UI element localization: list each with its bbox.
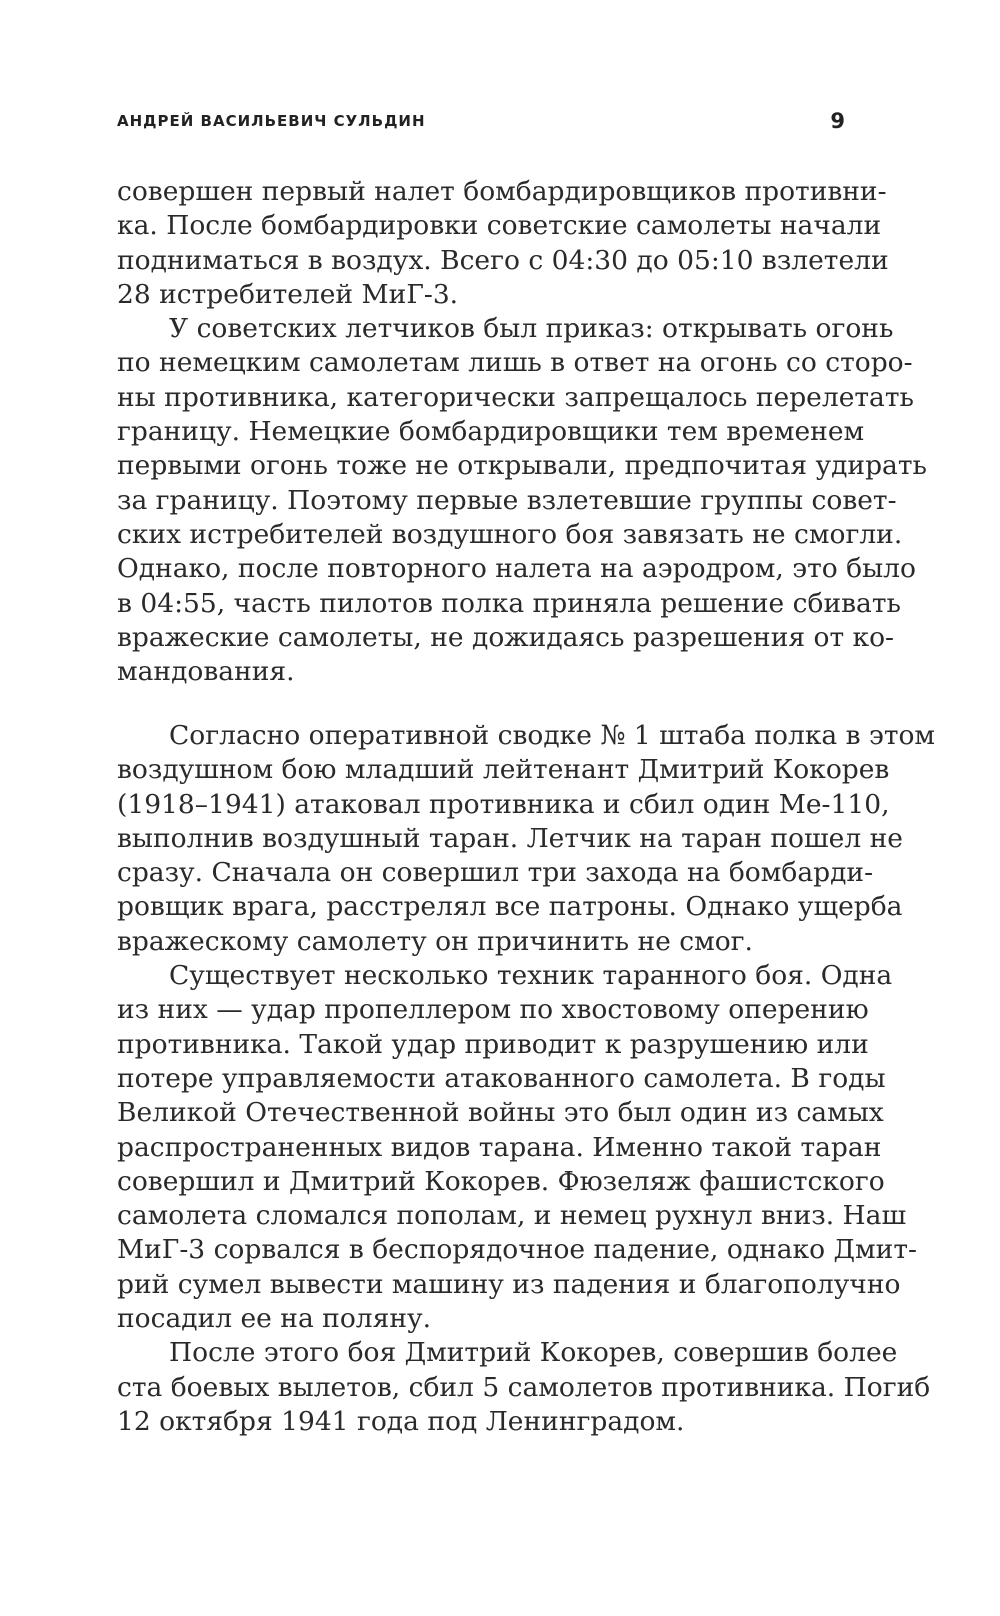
text-line: 28 истребителей МиГ-3.: [117, 278, 459, 310]
text-line: ровщик врага, расстрелял все патроны. Однако ущерба: [117, 891, 903, 923]
text-line: Великой Отечественной войны это был один из самых: [117, 1097, 884, 1129]
text-line: ста боевых вылетов, сбил 5 самолетов противника. Погиб: [117, 1371, 931, 1403]
author-name: АНДРЕЙ ВАСИЛЬЕВИЧ СУЛЬДИН: [117, 112, 426, 130]
text-line: противника. Такой удар приводит к разрушению или: [117, 1028, 869, 1060]
text-line: распространенных видов тарана. Именно такой таран: [117, 1131, 882, 1163]
text-line: Существует несколько техник таранного боя. Одна: [169, 960, 893, 992]
running-head: [117, 109, 845, 142]
text-section-2: [117, 719, 936, 1439]
text-line: ка. После бомбардировки советские самолеты начали: [117, 210, 882, 242]
text-line: за границу. Поэтому первые взлетевшие группы совет-: [117, 484, 897, 516]
text-line: мандования.: [117, 656, 295, 688]
text-line: 12 октября 1941 года под Ленинградом.: [117, 1405, 685, 1437]
text-line: вражеские самолеты, не дожидаясь разрешения от ко-: [117, 621, 895, 653]
text-line: ны противника, категорически запрещалось перелетать: [117, 381, 914, 413]
text-line: сразу. Сначала он совершил три захода на бомбарди-: [117, 857, 874, 889]
text-line: воздушном бою младший лейтенант Дмитрий Кокорев: [117, 754, 890, 786]
text-section-1: [117, 175, 927, 689]
text-line: Согласно оперативной сводке № 1 штаба полка в этом: [169, 720, 936, 751]
text-line: первыми огонь тоже не открывали, предпочитая удирать: [117, 450, 927, 482]
text-line: У советских летчиков был приказ: открывать огонь: [169, 313, 894, 345]
text-line: ских истребителей воздушного боя завязать не смогли.: [117, 518, 903, 550]
text-line: вражескому самолету он причинить не смог.: [117, 925, 753, 957]
text-line: (1918–1941) атаковал противника и сбил один Ме-110,: [117, 788, 890, 820]
text-line: Однако, после повторного налета на аэродром, это было: [117, 553, 916, 585]
text-line: границу. Немецкие бомбардировщики тем временем: [117, 416, 865, 448]
text-line: МиГ-3 сорвался в беспорядочное падение, однако Дмит-: [117, 1234, 917, 1266]
text-line: посадил ее на поляну.: [117, 1303, 432, 1335]
text-line: выполнив воздушный таран. Летчик на таран пошел не: [117, 822, 903, 854]
text-line: из них — удар пропеллером по хвостовому оперению: [117, 994, 869, 1026]
text-line: совершил и Дмитрий Кокорев. Фюзеляж фашистского: [117, 1165, 885, 1197]
text-line: подниматься в воздух. Всего с 04:30 до 05:10 взлетели: [117, 244, 889, 276]
text-line: самолета сломался пополам, и немец рухнул вниз. Наш: [117, 1200, 907, 1232]
page-number: 9: [830, 109, 845, 133]
text-line: совершен первый налет бомбардировщиков противни-: [117, 176, 887, 207]
text-line: по немецким самолетам лишь в ответ на огонь со сторо-: [117, 347, 913, 379]
text-line: потере управляемости атакованного самолета. В годы: [117, 1062, 886, 1094]
text-line: рий сумел вывести машину из падения и благополучно: [117, 1268, 901, 1300]
text-line: в 04:55, часть пилотов полка приняла решение сбивать: [117, 587, 901, 619]
text-line: После этого боя Дмитрий Кокорев, совершив более: [169, 1337, 898, 1369]
